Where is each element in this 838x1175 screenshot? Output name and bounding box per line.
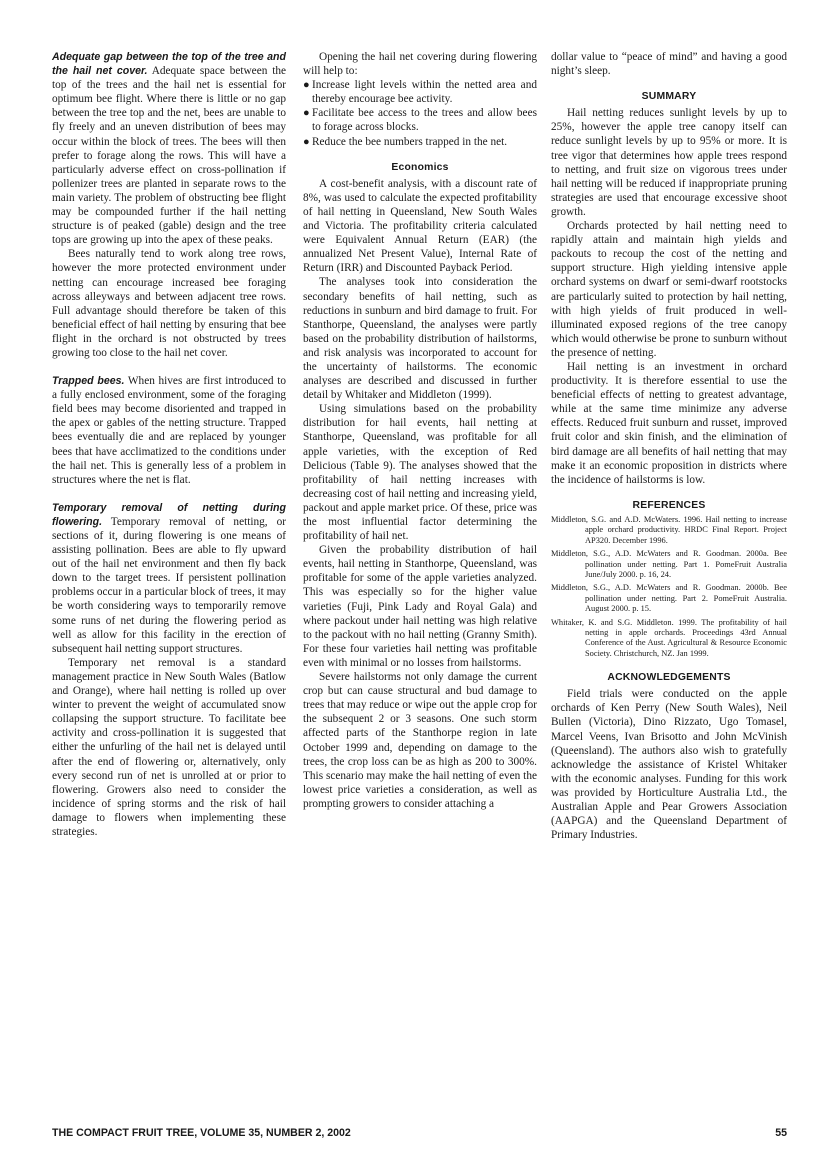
paragraph-body: Temporary removal of netting, or sections of it, during flowering is one means of assisting pollination. Bees are able to fly upward out of the hail net environment and then fly back down to the target trees. If persistent pollination problems occur in a particular block of trees, it may be worth considering ways to temporarily remove some runs of net during the flowering period as well as allow for this facility in the erection of subsequent hail netting support structures. [52,515,287,655]
paragraph-cost-benefit: A cost-benefit analysis, with a discount rate of 8%, was used to calculate the expected profitability of hail netting in Queensland, New South Wales and Victoria. The profitability criteria calculated were Equivalent Annual Return (EAR) (the annualized Net Present Value), Internal Rate of Return (IRR) and Discounted Payback Period. [303,177,537,275]
paragraph-net-removal-practice: Temporary net removal is a standard management practice in New South Wales (Batlow and Orange), where hail netting is rolled up over winter to prevent the weight of accumulated snow collapsing the support structure. To facilitate bee activity and cross-pollination it is suggested that either the unfurling of the hail net is delayed until after the end of flowering or, alternatively, only every second run of net is unrolled at or prior to flowering. Growers also need to consider the incidence of spring storms and the risk of hail damage to flowers when implementing these strategies. [52,656,286,838]
reference-item: Whitaker, K. and S.G. Middleton. 1999. The profitability of hail netting in apple orchards. Proceedings 43rd Annual Conference of the Aust. Agricultural & Resource Economic Society. Christchurch, NZ. Jan 1999. [551,617,787,658]
footer-journal-title: THE COMPACT FRUIT TREE, VOLUME 35, NUMBER 2, 2002 [52,1127,351,1139]
list-item-text: Increase light levels within the netted area and thereby encourage bee activity. [312,79,537,106]
section-heading-acknowledgements: ACKNOWLEDGEMENTS [607,672,731,684]
runin-heading-adequate-gap: Adequate gap between the top of the tree and the hail net cover. [52,51,286,78]
section-heading-summary: SUMMARY [641,91,697,103]
paragraph-opening-net: Opening the hail net covering during flowering will help to: [303,51,537,78]
column-right [551,50,787,842]
runin-heading-trapped-bees: Trapped bees. [52,375,125,388]
paragraph-summary-investment: Hail netting is an investment in orchard productivity. It is therefore essential to use the beneficial effects of netting to greatest advantage, while at the same time minimize any adverse effects. Reduced fruit sunburn and russet, improved fruit color and skin finish, and the elimination of bird damage are all benefits of hail netting that may make it an economic proposition in districts where the incidence of hailstorms is low. [551,360,787,486]
paragraph-trapped-bees [52,374,286,487]
paragraph-body: Adequate space between the top of the trees and the hail net is essential for optimum bee flight. Where there is little or no gap between the tree top and the net, bees are unable to fly freely and an uneven distribution of bees may occur within the block of trees. The bees will then prefer to forage along the rows. This will have a particularly adverse effect on cross-pollination if pollenizer trees are planted in separate rows to the main variety. The problem of obstructing bee flight may be compounded further if the hail netting structure is of peaked (gable) design and the tree tops are growing up into the apex of these peaks. [52,65,286,247]
paragraph-secondary-benefits: The analyses took into consideration the secondary benefits of hail netting, such as reductions in sunburn and bird damage to fruit. For Stanthorpe, Queensland, the analyses were partly based on the probability distribution of hailstorms, and risk analysis was incorporated to account for the uncertainty of hailstorms. The economic analyses are described and discussed in further detail by Whitaker and Middleton (1999). [303,276,537,402]
paragraph-bees-work-rows: Bees naturally tend to work along tree rows, however the more protected environment under netting can encourage increased bee foraging across alleyways and between adjacent tree rows. Full advantage should therefore be taken of this beneficial effect of hail netting by ensuring that bee flight in the orchard is not obstructed by trees growing too close to the hail net cover. [52,248,286,359]
paragraph-severe-hailstorms: Severe hailstorms not only damage the current crop but can cause structural and bud damage to trees that may reduce or wipe out the apple crop for the subsequent 2 or 3 seasons. One such storm affected parts of the Stanthorpe region in late October 1999 and, depending on damage to the trees, the crop loss can be as high as 200 to 300%. This scenario may make the hail netting of even the lowest price varieties a consideration, as well as prompting growers to consider attaching a [303,671,537,810]
runin-heading-temporary-removal: Temporary removal of netting during flowering. [52,501,286,528]
list-item [303,106,537,134]
paragraph-body: When hives are first introduced to a fully enclosed environment, some of the foraging field bees may become disoriented and trapped in the apex or gables of the netting structure. Trapped bees eventually die and are replaced by younger bees that have acclimatized to the conditions under the hail net. This is generally less of a problem in structures where the net is flat. [52,375,286,486]
bullet-dot-icon: ● [303,107,310,120]
bullet-list [303,78,537,148]
paragraph-simulations: Using simulations based on the probability distribution for hail events, hail netting at Stanthorpe, Queensland, was profitable for all apple varieties, with the exception of Red Delicious (Table 9). The analyses showed that the profitability of hail netting increases with decreasing cost of hail netting and increasing yield, packout and apple market price. Of these, price was the most influential factor determining the profitability of hail net. [303,403,537,543]
paragraph-summary-sunlight: Hail netting reduces sunlight levels by up to 25%, however the apple tree canopy itself can reduce sunlight levels by up to 95% or more. It is tree vigor that determines how apple trees respond to netting, and fruit size on vigorous trees under hail netting will be reduced if inappropriate pruning strategies are used that encourage excessive shoot growth. [551,107,787,218]
column-middle [303,50,537,811]
paragraph-probability-distribution: Given the probability distribution of hail events, hail netting in Stanthorpe, Queensland, was profitable for some of the apple varieties analyzed. This was especially so for the higher value varieties (Fuji, Pink Lady and Royal Gala) and where packout under hail netting was high relative to the packout with no hail netting (Granny Smith). For these four varieties hail netting was profitable even with minimal or no losses from hailstorms. [303,544,537,669]
paragraph-continued: dollar value to “peace of mind” and having a good night’s sleep. [551,51,787,78]
reference-item: Middleton, S.G. and A.D. McWaters. 1996. Hail netting to increase apple orchard productivity. HRDC Final Report. Project AP320. December 1996. [551,514,787,545]
list-item-text: Reduce the bee numbers trapped in the net. [312,135,508,148]
column-left [52,50,286,839]
paragraph-temporary-removal [52,501,286,656]
paragraph-summary-orchards: Orchards protected by hail netting need to rapidly attain and maintain high yields and packouts to recoup the cost of the netting and support structure. High yielding intensive apple orchard systems on dwarf or semi-dwarf rootstocks are particularly suited to protection by hail netting, with high yields of fruit produced in well-illuminated exposed regions of the tree canopy which would otherwise be prone to sunburn without the presence of netting. [551,220,787,359]
section-heading-economics: Economics [391,161,449,173]
section-heading-references: REFERENCES [632,499,706,511]
bullet-dot-icon: ● [303,79,310,92]
list-item [303,78,537,106]
bullet-dot-icon: ● [303,135,310,148]
paragraph-acknowledgements: Field trials were conducted on the apple orchards of Ken Perry (New South Wales), Neil Bullen (Victoria), Dino Rizzato, Ugo Tomasel, Marcel Veens, Ivan Brisotto and John McVinish (Queensland). The authors also wish to gratefully acknowledge the assistance of Kristel Whitaker with the economic analyses. Funding for this work was provided by Horticulture Australia Ltd., the Australian Apple and Pear Growers Association (AAPGA) and the Queensland Department of Primary Industries. [551,688,787,842]
reference-item: Middleton, S.G., A.D. McWaters and R. Goodman. 2000b. Bee pollination under netting. Part 2. PomeFruit Australia. August 2000. p. 15. [551,583,787,614]
paragraph-gap-between-tree-and-net [52,50,286,247]
list-item-text: Facilitate bee access to the trees and allow bees to forage across blocks. [312,107,537,134]
footer-page-number: 55 [775,1127,787,1139]
list-item [303,135,537,149]
reference-item: Middleton, S.G., A.D. McWaters and R. Goodman. 2000a. Bee pollination under netting. Part 1. PomeFruit Australia June/July 2000. p. 16, 24. [551,549,787,579]
